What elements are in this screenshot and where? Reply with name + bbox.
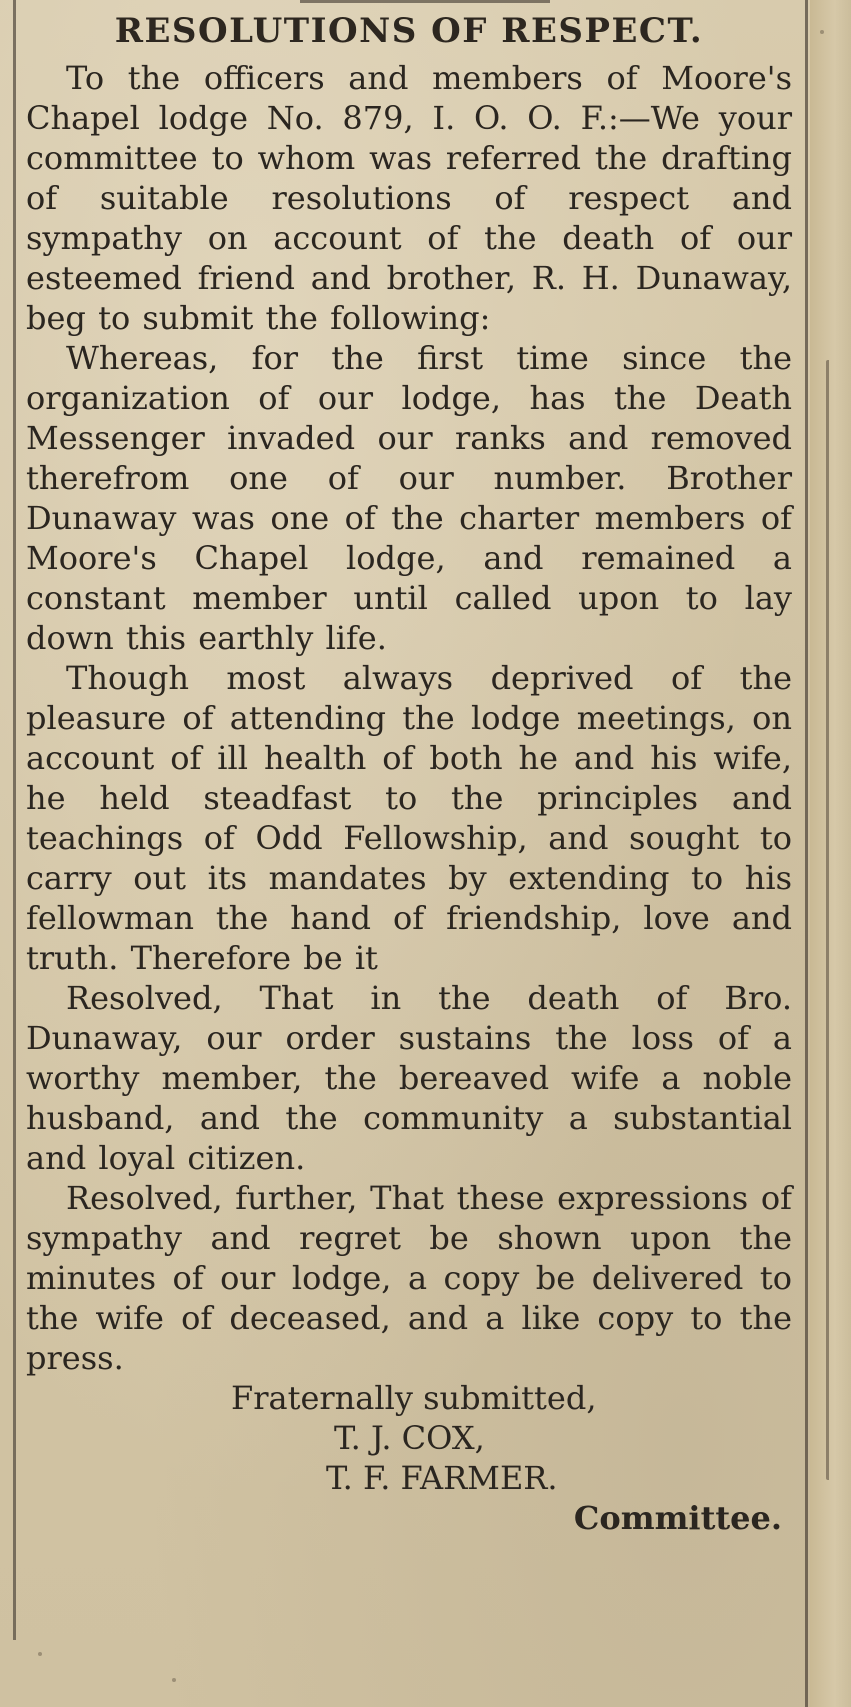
signature-name-cox: T. J. COX, (334, 1419, 485, 1457)
signature-name-farmer: T. F. FARMER. (326, 1459, 558, 1497)
adjacent-column-mark (826, 360, 835, 1480)
article-paragraph-intro: To the officers and members of Moore's Chapel lodge No. 879, I. O. O. F.:—We your committee to whom was referred the drafting of suitable resolutions of respect and sympathy on account of the death of our esteemed friend and brother, R. H. Dunaway, beg to submit the following: (26, 59, 792, 337)
article-headline: RESOLUTIONS OF RESPECT. (114, 11, 704, 51)
right-column-rule (805, 0, 808, 1707)
left-column-rule (13, 0, 16, 1640)
article-paragraph-resolved-2: Resolved, further, That these expressions of sympathy and regret be shown upon the minutes of our lodge, a copy be delivered to the wife of deceased, and a like copy to the press. (26, 1179, 792, 1377)
paper-speck (38, 1652, 42, 1656)
article-paragraph-whereas: Whereas, for the first time since the organization of our lodge, has the Death Messenger invaded our ranks and removed therefrom one of our number. Brother Dunaway was one of the charter members of Moore's Chapel lodge, and remained a constant member until called upon to lay down this earthly life. (26, 339, 792, 657)
article-paragraph-though: Though most always deprived of the pleasure of attending the lodge meetings, on account of ill health of both he and his wife, he held steadfast to the principles and teachings of Odd Fellowship, and sought to carry out its mandates by extending to his fellowman the hand of friendship, love and truth. Therefore be it (26, 659, 792, 977)
article-column (26, 10, 792, 1538)
signature-closing: Fraternally submitted, (231, 1379, 597, 1417)
article-paragraph-resolved-1: Resolved, That in the death of Bro. Dunaway, our order sustains the loss of a worthy member, the bereaved wife a noble husband, and the community a substantial and loyal citizen. (26, 979, 792, 1177)
paper-speck (820, 30, 824, 34)
signature-role: Committee. (573, 1499, 782, 1537)
top-rule-fragment (300, 0, 550, 3)
paper-speck (172, 1678, 176, 1682)
